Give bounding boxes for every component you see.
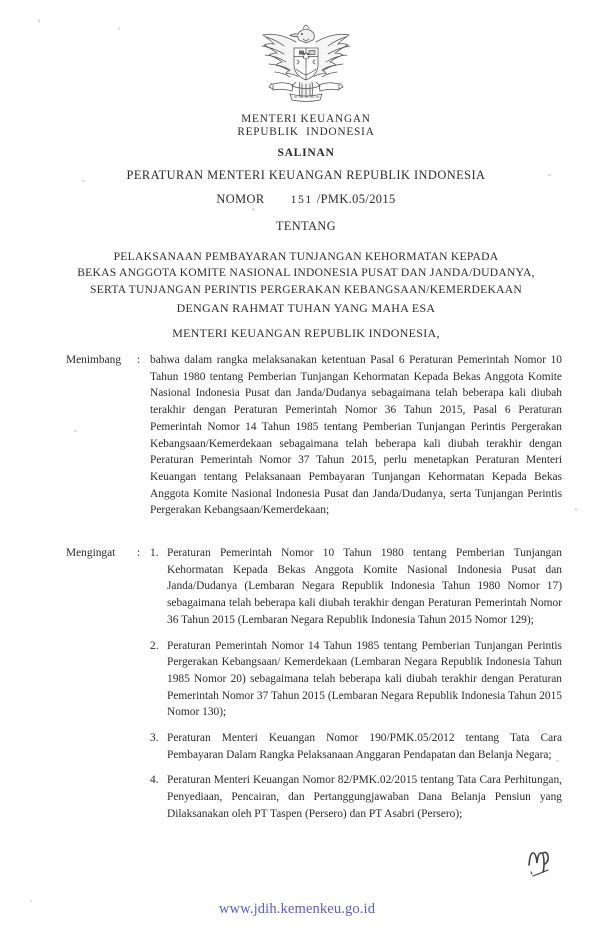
recalling-item-marker: 2. bbox=[150, 639, 159, 652]
minister-line: MENTERI KEUANGAN REPUBLIK INDONESIA, bbox=[172, 326, 440, 340]
ministry-line-2: REPUBLIK INDONESIA bbox=[237, 126, 375, 139]
subject-line-1: PELAKSANAAN PEMBAYARAN TUNJANGAN KEHORMATAN KEPADA bbox=[113, 250, 499, 263]
subject-line-3: SERTA TUNJANGAN PERINTIS PERGERAKAN KEBANGSAAN/KEMERDEKAAN bbox=[90, 282, 522, 296]
scan-speckle bbox=[38, 19, 40, 23]
recalling-item bbox=[150, 730, 562, 763]
ministry-line-1: MENTERI KEUANGAN bbox=[241, 113, 371, 125]
considering-colon: : bbox=[137, 354, 141, 366]
footer-url-text: www.jdih.kemenkeu.go.id bbox=[218, 901, 376, 917]
regulation-title: PERATURAN MENTERI KEUANGAN REPUBLIK INDONESIA bbox=[126, 168, 486, 182]
about-label: TENTANG bbox=[275, 219, 337, 233]
recalling-body bbox=[150, 545, 562, 823]
recalling-item-text: Peraturan Menteri Keuangan Nomor 190/PMK.05/2012 tentang Tata Cara Pembayaran Dalam Rangka Pelaksanaan Anggaran Pendapatan dan Belanja Negara; bbox=[167, 732, 562, 761]
recalling-item bbox=[150, 545, 562, 629]
copy-mark: SALINAN bbox=[277, 146, 335, 159]
scan-speckle bbox=[575, 508, 577, 511]
considering-text: bahwa dalam rangka melaksanakan ketentuan Pasal 6 Peraturan Pemerintah Nomor 10 Tahun 1980 tentang Pemberian Tunjangan Kehormatan Kepada Bekas Anggota Komite Nasional Indonesia Pusat dan Janda/Dudanya sebagaimana telah beberapa kali diubah terakhir dengan Peraturan Pemerintah Nomor 36 Tahun 2015, Pasal 6 Peraturan Pemerintah Nomor 14 Tahun 1985 tentang Pemberian Tunjangan Perintis Pergerakan Kebangsaan/Kemerdekaan sebagaimana telah beberapa kali diubah terakhir dengan Peraturan Pemerintah Nomor 37 Tahun 2015, perlu menetapkan Peraturan Menteri Keuangan tentang Pelaksanaan Pembayaran Tunjangan Kehormatan Kepada Bekas Anggota Komite Nasional Indonesia Pusat dan Janda/Dudanya, serta Tunjangan Perintis Pergerakan Kebangsaan/Kemerdekaan; bbox=[150, 354, 562, 517]
considering-body bbox=[150, 352, 562, 519]
considering-label: Menimbang bbox=[66, 354, 122, 366]
subject-heading bbox=[0, 249, 612, 298]
recalling-item-marker: 3. bbox=[150, 732, 159, 745]
recalling-item-text: Peraturan Pemerintah Nomor 14 Tahun 1985 tentang Pemberian Tunjangan Perintis Pergerakan Kebangsaan/ Kemerdekaan (Lembaran Negara Republik Indonesia Tahun 1985 Nomor 20) sebagaimana telah beberapa kali diubah terakhir dengan Peraturan Pemerintah Nomor 37 Tahun 2015 (Lembaran Negara Republik Indonesia Tahun 2015 Nomor 130); bbox=[167, 639, 562, 719]
recalling-label: Mengingat bbox=[66, 547, 116, 559]
garuda-pancasila-emblem bbox=[240, 24, 372, 110]
divine-mandate-line: DENGAN RAHMAT TUHAN YANG MAHA ESA bbox=[176, 301, 436, 315]
footer-watermark-url bbox=[0, 901, 612, 918]
recalling-item-marker: 4. bbox=[150, 774, 159, 787]
recalling-item-list bbox=[150, 545, 562, 823]
recalling-item-text: Peraturan Pemerintah Nomor 10 Tahun 1980 tentang Pemberian Tunjangan Kehormatan Kepada Bekas Anggota Komite Nasional Indonesia Pusat dan Janda/Dudanya (Lembaran Negara Republik Indonesia Tahun 1980 Nomor 17) sebagaimana telah beberapa kali diubah terakhir dengan Peraturan Pemerintah Nomor 36 Tahun 2015 (Lembaran Negara Republik Indonesia Tahun 2015 Nomor 129); bbox=[167, 547, 562, 626]
recalling-item-marker: 1. bbox=[150, 547, 159, 559]
recalling-item bbox=[150, 772, 562, 822]
handwritten-initial-mark bbox=[524, 846, 570, 884]
number-label: NOMOR bbox=[216, 192, 265, 206]
recalling-item bbox=[150, 638, 562, 722]
considering-clause bbox=[66, 352, 562, 519]
subject-line-2: BEKAS ANGGOTA KOMITE NASIONAL INDONESIA PUSAT DAN JANDA/DUDANYA, bbox=[77, 266, 535, 280]
emblem-container bbox=[0, 24, 612, 115]
regulation-number-line bbox=[0, 192, 612, 207]
recalling-clause bbox=[66, 545, 562, 823]
scan-speckle bbox=[252, 208, 255, 211]
number-suffix: /PMK.05/2015 bbox=[316, 192, 396, 206]
number-value: 151 bbox=[290, 193, 313, 206]
ministry-heading bbox=[0, 113, 612, 139]
recalling-colon: : bbox=[137, 547, 141, 559]
recalling-item-text: Peraturan Menteri Keuangan Nomor 82/PMK.02/2015 tentang Tata Cara Perhitungan, Penyediaan, Pencairan, dan Pertanggungjawaban Dana Belanja Pensiun yang Dilaksanakan oleh PT Taspen (Persero) dan PT Asabri (Persero); bbox=[167, 774, 562, 820]
